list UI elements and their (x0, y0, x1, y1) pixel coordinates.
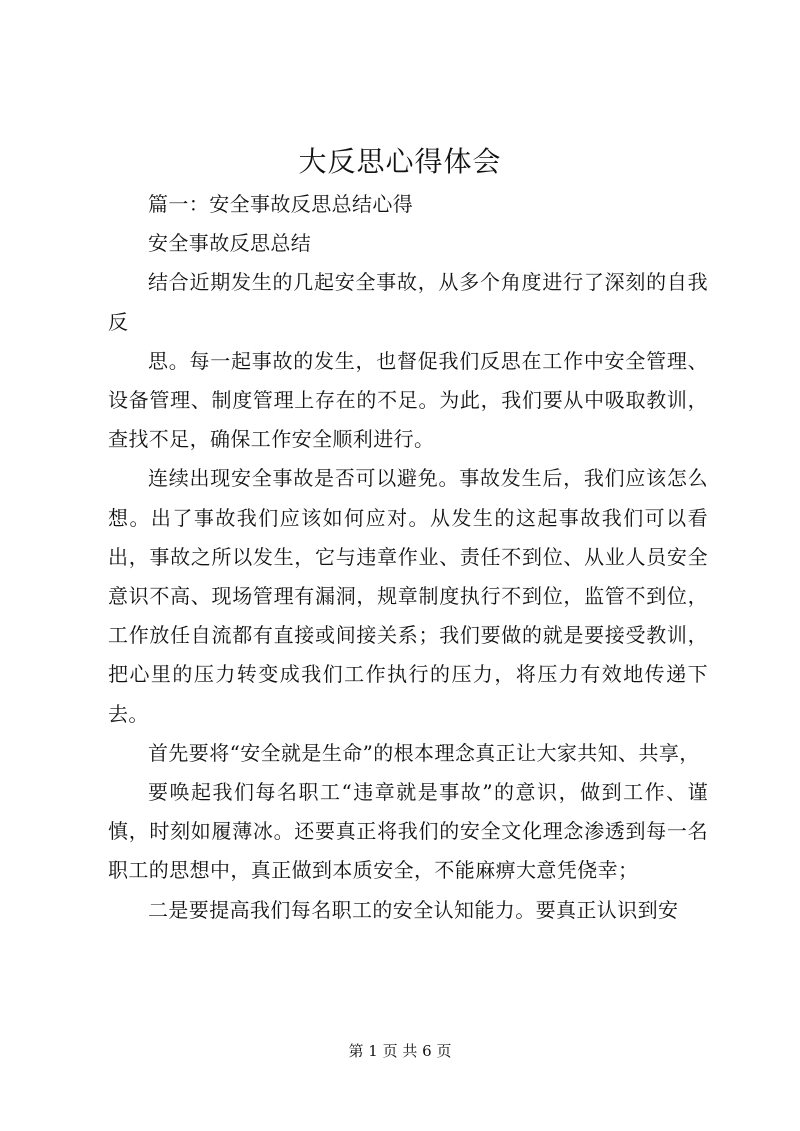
document-title: 大反思心得体会 (298, 145, 502, 178)
page-footer: 第 1 页 共 6 页 (348, 1042, 452, 1060)
paragraph: 结合近期发生的几起安全事故，从多个角度进行了深刻的自我反 (108, 270, 708, 334)
document-body (108, 185, 708, 930)
paragraph: 思。每一起事故的发生，也督促我们反思在工作中安全管理、设备管理、制度管理上存在的不足。为此，我们要从中吸取教训，查找不足，确保工作安全顺利进行。 (108, 348, 708, 452)
paragraph: 要唤起我们每名职工“违章就是事故”的意识，做到工作、谨慎，时刻如履薄冰。还要真正将我们的安全文化理念渗透到每一名职工的思想中，真正做到本质安全，不能麻痹大意凭侥幸； (108, 780, 708, 883)
paragraph: 首先要将“安全就是生命”的根本理念真正让大家共知、共享， (148, 740, 700, 765)
paragraph: 篇一：安全事故反思总结心得 (148, 192, 414, 216)
paragraph: 连续出现安全事故是否可以避免。事故发生后，我们应该怎么想。出了事故我们应该如何应对。从发生的这起事故我们可以看出，事故之所以发生，它与违章作业、责任不到位、从业人员安全意识不高、现场管理有漏洞，规章制度执行不到位，监管不到位，工作放任自流都有直接或间接关系；我们要做的就是要接受教训，把心里的压力转变成我们工作执行的压力，将压力有效地传递下去。 (108, 466, 708, 726)
paragraph: 安全事故反思总结 (148, 231, 312, 256)
paragraph: 二是要提高我们每名职工的安全认知能力。要真正认识到安 (148, 897, 679, 922)
